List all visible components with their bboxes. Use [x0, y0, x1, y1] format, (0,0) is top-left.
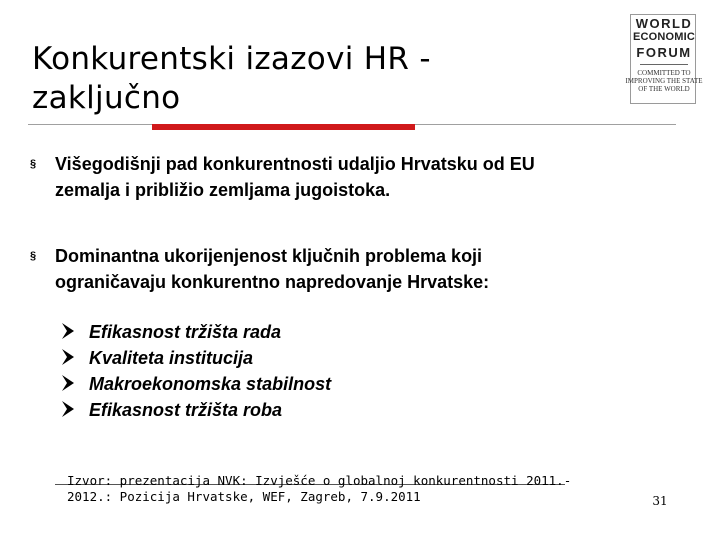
logo-tagline-3: OF THE WORLD [638, 85, 690, 93]
bullet-text [55, 151, 675, 203]
sub-bullet-item [0, 346, 720, 372]
sub-bullet-text: Kvaliteta institucija [89, 348, 254, 368]
sub-bullet-text: Efikasnost tržišta roba [89, 400, 283, 420]
bullet-text-line: Višegodišnji pad konkurentnosti udaljio Hrvatsku od EU [55, 154, 535, 174]
source-line-2: 2012.: Pozicija Hrvatske, WEF, Zagreb, 7.9.2011 [67, 489, 421, 504]
arrow-bullet-icon [61, 373, 75, 393]
wef-logo [622, 14, 706, 104]
bullet-text-line: ograničavaju konkurentno napredovanje Hrvatske: [55, 272, 490, 292]
logo-tagline-2: IMPROVING THE STATE [625, 77, 703, 85]
logo-text-economic: ECONOMIC [632, 31, 696, 43]
bullet-text [55, 243, 675, 295]
bullet-marker-icon: § [30, 250, 37, 262]
slide-title [32, 40, 572, 118]
arrow-bullet-icon [61, 321, 75, 341]
bullet-text-line: zemalja i približio zemljama jugoistoka. [55, 180, 391, 200]
source-citation [67, 473, 577, 505]
logo-text-world: WORLD [635, 16, 693, 31]
arrow-bullet-icon [61, 347, 75, 367]
sub-bullet-item [0, 320, 720, 346]
sub-bullet-item [0, 372, 720, 398]
logo-tagline-1: COMMITTED TO [637, 69, 691, 77]
arrow-bullet-icon [61, 399, 75, 419]
bullet-text-line: Dominantna ukorijenjenost ključnih problema koji [55, 246, 483, 266]
source-line-1: Izvor: prezentacija NVK: Izvješće o globalnoj konkurentnosti 2011.- [67, 473, 572, 488]
title-line-1: Konkurentski izazovi HR - [32, 41, 431, 77]
sub-bullet-text: Efikasnost tržišta rada [89, 322, 282, 342]
sub-bullet-item [0, 398, 720, 424]
logo-separator [640, 64, 688, 65]
sub-bullet-text: Makroekonomska stabilnost [89, 374, 332, 394]
logo-text-forum: FORUM [636, 45, 692, 60]
bullet-marker-icon: § [30, 158, 37, 170]
title-line-2: zaključno [32, 80, 181, 116]
page-number: 31 [652, 494, 668, 508]
title-accent-bar [152, 124, 415, 130]
